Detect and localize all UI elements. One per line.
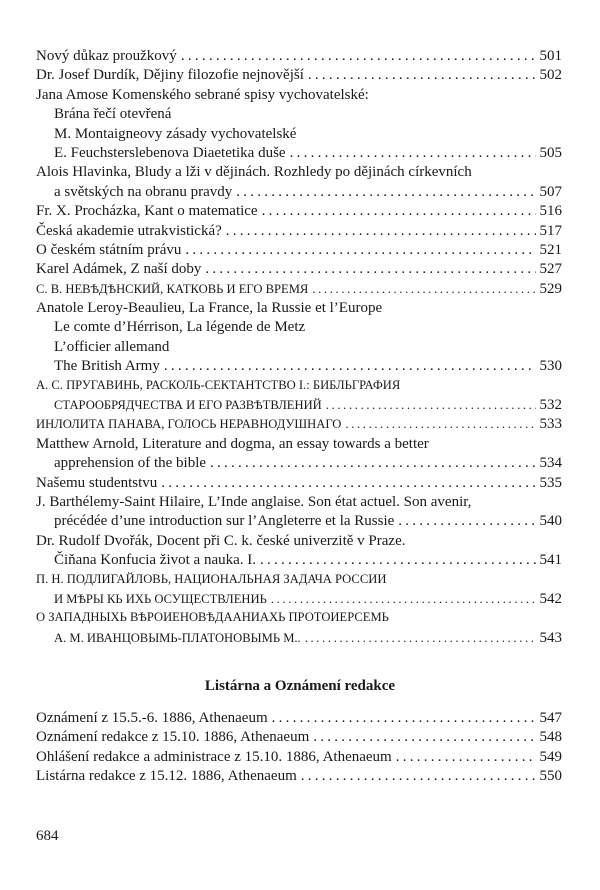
toc-entry [36, 552, 562, 571]
entry-title: С. В. НЕВѢДѢНСКИЙ, КАТКОВЬ И ЕГО ВРЕМЯ [36, 281, 309, 296]
toc-entry [36, 610, 562, 629]
dot-leader [308, 67, 536, 84]
entry-page: 502 [539, 67, 562, 84]
entry-page: 547 [539, 710, 562, 726]
page-number: 684 [36, 828, 59, 844]
section-contents [36, 710, 562, 788]
entry-title: Listárna redakce z 15.12. 1886, Athenaeum [36, 768, 297, 785]
entry-page: 541 [539, 552, 562, 569]
toc-entry [36, 164, 562, 183]
entry-title: Oznámení z 15.5.-6. 1886, Athenaeum [36, 710, 268, 726]
toc-entry [36, 397, 562, 416]
dot-leader [205, 261, 535, 278]
entry-title: СТАРООБРЯДЧЕСТВА И ЕГО РАЗВѢТВЛЕНИЙ [54, 398, 322, 413]
toc-entry [36, 436, 562, 455]
toc-entry [36, 591, 562, 610]
entry-title: précédée d’une introduction sur l’Angleterre et la Russie [54, 513, 395, 530]
entry-title: Čiňana Konfucia život a nauka. I. [54, 552, 257, 569]
entry-title: Oznámení redakce z 15.10. 1886, Athenaeum [36, 729, 310, 746]
toc-entry [36, 455, 562, 474]
dot-leader [396, 749, 536, 766]
toc-entry [36, 630, 562, 649]
toc-entry [36, 475, 562, 494]
entry-title: apprehension of the bible [54, 455, 207, 472]
dot-leader [260, 552, 535, 569]
toc-entry [36, 358, 562, 377]
toc-entry [36, 87, 562, 106]
entry-page: 542 [539, 590, 562, 607]
dot-leader [236, 184, 535, 201]
entry-title: Ohlášení redakce a administrace z 15.10. 1886, Athenaeum [36, 748, 392, 765]
toc-entry [36, 126, 562, 145]
entry-page: 532 [539, 397, 562, 414]
toc-entry [36, 729, 562, 748]
toc-entry [36, 242, 562, 261]
toc-entry [36, 710, 562, 729]
toc-entry [36, 281, 562, 300]
dot-leader [312, 282, 535, 297]
toc-entry [36, 513, 562, 532]
dot-leader [164, 358, 536, 375]
entry-title: О ЗАПАДНЫХЬ ВѢРОИЕНОВѢДААНИАХЬ ПРОТОИЕРСЕМЬ [36, 610, 389, 625]
toc-entry [36, 749, 562, 768]
entry-page: 549 [539, 748, 562, 765]
entry-page: 517 [539, 222, 562, 239]
entry-page: 534 [539, 455, 562, 472]
toc-entry [36, 494, 562, 513]
toc-entry [36, 145, 562, 164]
entry-title: Jana Amose Komenského sebrané spisy vychovatelské: [36, 86, 369, 103]
toc-entry [36, 533, 562, 552]
toc-entry [36, 261, 562, 280]
entry-page: 543 [539, 629, 562, 646]
dot-leader [226, 223, 536, 240]
entry-title: Dr. Rudolf Dvořák, Docent při C. k. české univerzitě v Praze. [36, 532, 406, 549]
entry-title: ИНЛОЛИТА ПАНАВА, ГОЛОСЬ НЕРАВНОДУШНАГО [36, 417, 342, 432]
entry-title: The British Army [54, 358, 160, 375]
toc-entry [36, 416, 562, 435]
toc-entry [36, 319, 562, 338]
entry-page: 521 [539, 241, 562, 258]
entry-title: Našemu studentstvu [36, 474, 158, 491]
entry-page: 507 [539, 183, 562, 200]
entry-title: O českém státním právu [36, 241, 182, 258]
entry-page: 548 [539, 729, 562, 746]
dot-leader [210, 455, 535, 472]
dot-leader [345, 417, 535, 432]
entry-page: 530 [539, 358, 562, 375]
entry-page: 505 [539, 144, 562, 161]
entry-title: И МѢРЫ КЬ ИХЬ ОСУЩЕСТВЛЕНИЬ [54, 591, 267, 606]
toc-entry [36, 378, 562, 397]
entry-page: 540 [539, 513, 562, 530]
entry-page: 529 [539, 280, 562, 297]
entry-title: Matthew Arnold, Literature and dogma, an essay towards a better [36, 435, 429, 452]
entry-title: Česká akademie utrakvistická? [36, 222, 222, 239]
entry-title: Alois Hlavinka, Bludy a lži v dějinách. Rozhledy po dějinách církevních [36, 164, 472, 181]
entry-title: А. М. ИВАНЦОВЫМЬ-ПЛАТОНОВЫМЬ М.. [54, 630, 301, 645]
entry-title: Dr. Josef Durdík, Dějiny filozofie nejnovější [36, 67, 304, 84]
entry-title: a světských na obranu pravdy [54, 183, 233, 200]
dot-leader [272, 710, 536, 727]
toc-entry [36, 223, 562, 242]
entry-page: 550 [539, 768, 562, 785]
toc-entry [36, 67, 562, 86]
toc-entry [36, 572, 562, 591]
dot-leader [313, 729, 535, 746]
entry-title: Le comte d’Hérrison, La légende de Metz [54, 319, 306, 336]
toc-entry [36, 106, 562, 125]
dot-leader [181, 48, 536, 65]
entry-title: Fr. X. Procházka, Kant o matematice [36, 203, 258, 220]
dot-leader [290, 145, 536, 162]
dot-leader [185, 242, 535, 259]
section-heading: Listárna a Oznámení redakce [204, 678, 396, 694]
entry-title: Brána řečí otevřená [54, 106, 172, 123]
entry-title: E. Feuchsterslebenova Diaetetika duše [54, 144, 286, 161]
entry-title: M. Montaigneovy zásady vychovatelské [54, 125, 297, 142]
entry-title: Nový důkaz proužkový [36, 48, 177, 64]
dot-leader [305, 631, 536, 646]
entry-title: L’officier allemand [54, 338, 170, 355]
entry-page: 501 [539, 48, 562, 64]
dot-leader [161, 475, 535, 492]
toc-entry [36, 339, 562, 358]
entry-title: Anatole Leroy-Beaulieu, La France, la Russie et l’Europe [36, 300, 383, 317]
entry-title: J. Barthélemy-Saint Hilaire, L’Inde anglaise. Son état actuel. Son avenir, [36, 493, 472, 510]
dot-leader [326, 398, 536, 413]
entry-page: 535 [539, 474, 562, 491]
entry-page: 527 [539, 261, 562, 278]
entry-page: 533 [539, 416, 562, 433]
toc-entry [36, 768, 562, 787]
entry-title: Karel Adámek, Z naší doby [36, 261, 202, 278]
toc-entry [36, 184, 562, 203]
toc-entry [36, 300, 562, 319]
dot-leader [271, 592, 536, 607]
dot-leader [301, 768, 536, 785]
entry-title: А. С. ПРУГАВИНЬ, РАСКОЛЬ-СЕКТАНТСТВО I.: БИБЛЬГРАФИЯ [36, 377, 401, 392]
dot-leader [398, 513, 535, 530]
toc-entry [36, 203, 562, 222]
toc-entry [36, 48, 562, 67]
dot-leader [262, 203, 536, 220]
entry-title: П. Н. ПОДЛИГАЙЛОВЬ, НАЦИОНАЛЬНАЯ ЗАДАЧА РОССИИ [36, 571, 387, 586]
entry-page: 516 [539, 203, 562, 220]
table-of-contents [36, 48, 562, 649]
